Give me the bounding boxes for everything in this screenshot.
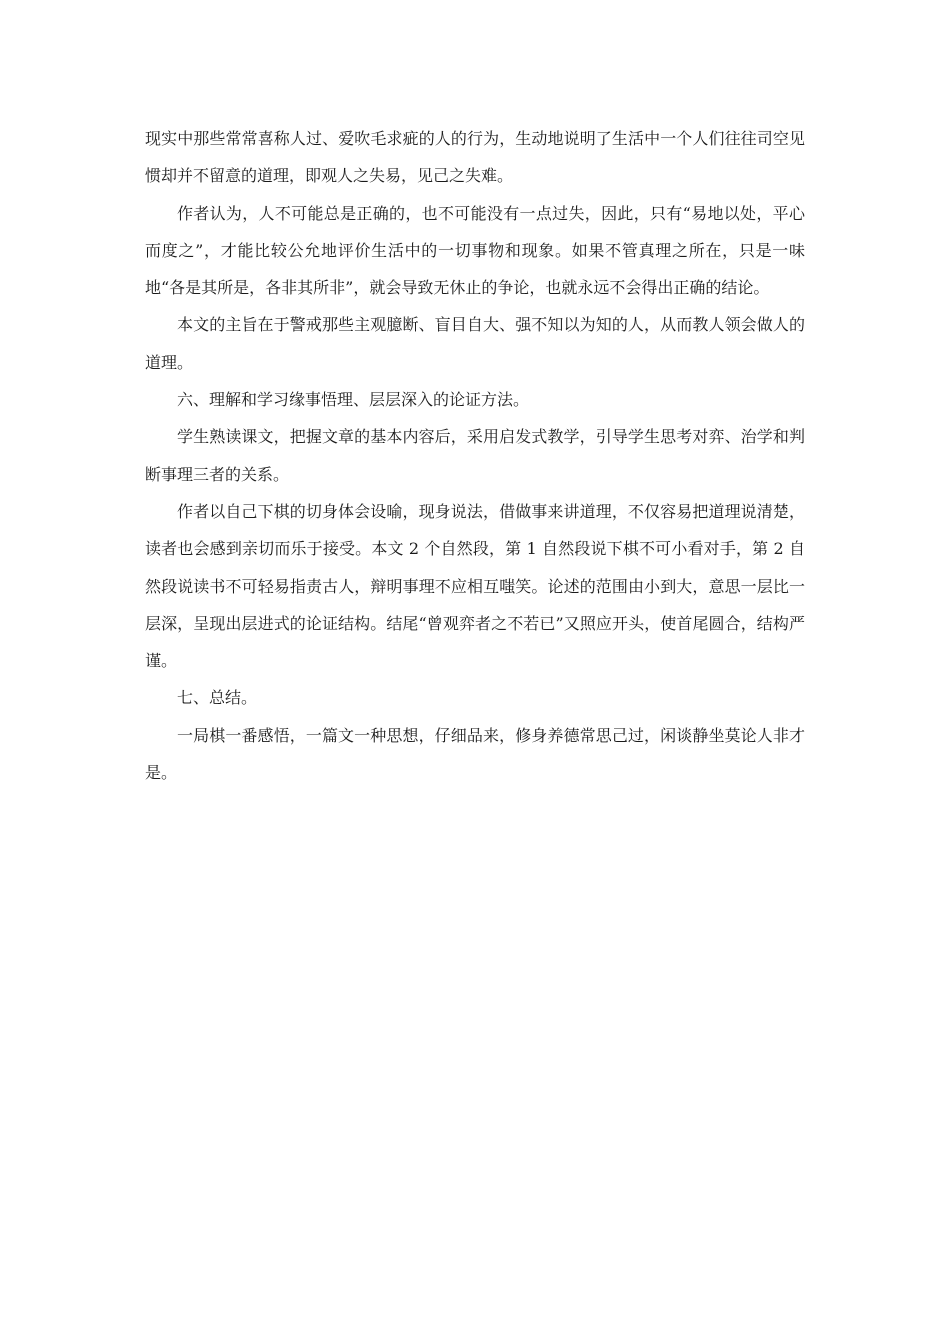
paragraph-main-idea: 本文的主旨在于警戒那些主观臆断、盲目自大、强不知以为知的人，从而教人领会做人的道理。 [145, 315, 805, 372]
paragraph-summary: 一局棋一番感悟，一篇文一种思想，仔细品来，修身养德常思己过，闲谈静坐莫论人非才是。 [145, 725, 805, 783]
paragraph-teaching-method: 学生熟读课文，把握文章的基本内容后，采用启发式教学，引导学生思考对弈、治学和判断事理三者的关系。 [145, 427, 805, 484]
paragraph-argument-structure: 作者以自己下棋的切身体会设喻，现身说法，借做事来讲道理，不仅容易把道理说清楚，读者也会感到亲切而乐于接受。本文 2 个自然段，第 1 自然段说下棋不可小看对手，第 2 自然段说读书不可轻易指责古人，辩明事理不应相互嗤笑。论述的范围由小到大，意思一层比一层深，呈现出层进式的论证结构。结尾“曾观弈者之不若已”又照应开头，使首尾圆合，结构严谨。 [145, 501, 805, 671]
section-heading-six: 六、理解和学习缘事悟理、层层深入的论证方法。 [177, 390, 530, 410]
section-heading-seven: 七、总结。 [177, 688, 258, 708]
document-body [145, 120, 805, 791]
paragraph-continuation: 现实中那些常常喜称人过、爱吹毛求疵的人的行为，生动地说明了生活中一个人们往往司空见惯却并不留意的道理，即观人之失易，见己之失难。 [145, 129, 805, 186]
paragraph-author-view: 作者认为，人不可能总是正确的，也不可能没有一点过失，因此，只有“易地以处，平心而度之”，才能比较公允地评价生活中的一切事物和现象。如果不管真理之所在，只是一味地“各是其所是，各非其所非”，就会导致无休止的争论，也就永远不会得出正确的结论。 [145, 203, 805, 298]
